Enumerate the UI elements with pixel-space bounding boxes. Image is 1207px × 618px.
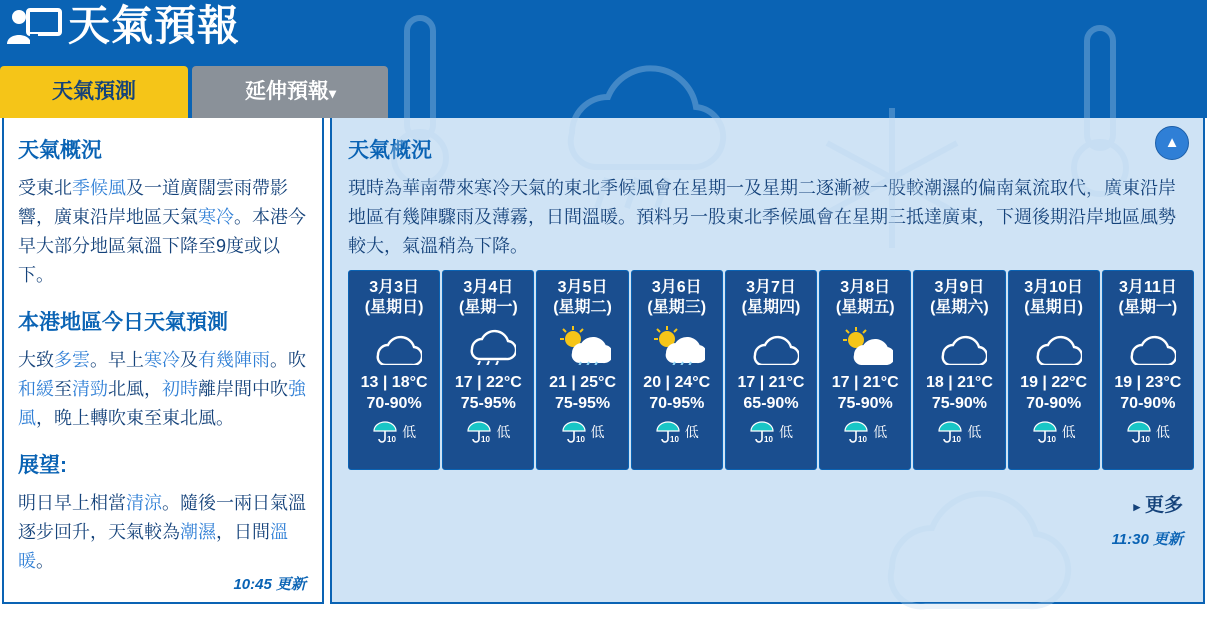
weather-icon-rain (460, 322, 516, 368)
svg-text:10: 10 (858, 435, 868, 444)
forecast-humidity: 75-90% (837, 395, 893, 412)
text-run: 明日早上相當 (18, 493, 126, 513)
weather-presenter-icon (6, 6, 62, 48)
umbrella-icon (372, 420, 398, 444)
svg-text:10: 10 (387, 435, 397, 444)
glossary-link-moderate[interactable]: 和緩 (18, 379, 54, 399)
forecast-pops-label: 低 (1061, 424, 1076, 440)
forecast-weekday: (星期三) (647, 299, 707, 316)
left-paragraph-today (18, 346, 308, 433)
umbrella-icon (466, 420, 492, 444)
weather-icon-sun-cloud (837, 322, 893, 368)
forecast-date: 3月8日 (840, 279, 891, 296)
svg-text:10: 10 (481, 435, 491, 444)
glossary-link-strong-wind[interactable]: 強風 (18, 379, 306, 428)
right-heading-overview: 天氣概況 (348, 139, 432, 162)
text-run: 。隨後一兩日氣溫逐步回升，天氣較為 (18, 493, 306, 542)
forecast-temperature: 19 | 23°C (1114, 374, 1182, 391)
forecast-date: 3月4日 (463, 279, 514, 296)
weather-icon-cloudy (366, 322, 422, 368)
forecast-weekday: (星期五) (835, 299, 895, 316)
more-label: 更多 (1144, 495, 1183, 516)
svg-text:10: 10 (1140, 435, 1150, 444)
forecast-day-card[interactable] (819, 270, 911, 470)
glossary-link-cold2[interactable]: 寒冷 (144, 350, 180, 370)
forecast-pops (655, 420, 699, 444)
forecast-date: 3月10日 (1024, 279, 1083, 296)
svg-text:10: 10 (763, 435, 773, 444)
forecast-day-card[interactable] (348, 270, 440, 470)
glossary-link-showers[interactable]: 有幾陣雨 (198, 350, 270, 370)
left-heading-today-forecast: 本港地區今日天氣預測 (18, 311, 228, 334)
tab-forecast[interactable] (0, 66, 188, 118)
forecast-pops-label: 低 (778, 424, 793, 440)
forecast-temperature: 20 | 24°C (643, 374, 711, 391)
text-run: 大致 (18, 350, 54, 370)
weather-icon-cloudy (1026, 322, 1082, 368)
forecast-temperature: 17 | 21°C (737, 374, 805, 391)
umbrella-icon (561, 420, 587, 444)
left-paragraph-overview (18, 174, 308, 290)
umbrella-icon (1126, 420, 1152, 444)
umbrella-icon (843, 420, 869, 444)
umbrella-icon (937, 420, 963, 444)
forecast-pops (749, 420, 793, 444)
weather-icon-cloudy (743, 322, 799, 368)
tab-extended-outlook-label: 延伸預報 (244, 80, 329, 103)
forecast-temperature: 18 | 21°C (925, 374, 993, 391)
left-heading-overview: 天氣概況 (18, 139, 102, 162)
forecast-date: 3月9日 (934, 279, 985, 296)
forecast-humidity: 70-90% (1026, 395, 1082, 412)
glossary-link-fresh[interactable]: 清勁 (72, 379, 108, 399)
text-run: 。吹 (270, 350, 306, 370)
svg-text:10: 10 (1046, 435, 1056, 444)
forecast-date: 3月5日 (557, 279, 608, 296)
text-run: 離岸間中吹 (198, 379, 288, 399)
forecast-weekday: (星期四) (741, 299, 801, 316)
weather-icon-cloudy (1120, 322, 1176, 368)
text-run: 。 (36, 551, 54, 571)
forecast-date: 3月11日 (1118, 279, 1177, 296)
text-run: 及 (180, 350, 198, 370)
forecast-weekday: (星期一) (458, 299, 518, 316)
forecast-pops-label: 低 (1155, 424, 1170, 440)
collapse-button[interactable] (1155, 126, 1189, 160)
weather-icon-sun-cloud-rain (649, 322, 705, 368)
forecast-pops (937, 420, 981, 444)
umbrella-icon (1032, 420, 1058, 444)
forecast-temperature: 19 | 22°C (1020, 374, 1088, 391)
forecast-weekday: (星期日) (364, 299, 424, 316)
forecast-pops-label: 低 (590, 424, 605, 440)
forecast-humidity: 75-95% (460, 395, 516, 412)
forecast-temperature: 17 | 22°C (454, 374, 522, 391)
local-weather-panel (2, 118, 324, 604)
nine-day-forecast-strip (348, 270, 1194, 470)
svg-text:10: 10 (575, 435, 585, 444)
forecast-humidity: 70-90% (366, 395, 422, 412)
left-paragraph-outlook (18, 489, 308, 576)
forecast-date: 3月6日 (651, 279, 702, 296)
forecast-day-card[interactable] (913, 270, 1005, 470)
forecast-temperature: 13 | 18°C (360, 374, 428, 391)
text-run: 及一道廣闊雲雨帶影響，廣東沿岸地區天氣 (18, 178, 288, 227)
forecast-humidity: 70-90% (1120, 395, 1176, 412)
text-run: ，晚上轉吹東至東北風。 (36, 408, 234, 428)
umbrella-icon (749, 420, 775, 444)
glossary-link-warm[interactable]: 溫暖 (18, 522, 288, 571)
forecast-pops (843, 420, 887, 444)
forecast-pops-label: 低 (967, 424, 982, 440)
chevron-down-icon: ▾ (328, 85, 336, 101)
umbrella-icon (655, 420, 681, 444)
glossary-link-monsoon[interactable]: 季候風 (72, 178, 126, 198)
forecast-pops-label: 低 (873, 424, 888, 440)
svg-text:10: 10 (952, 435, 962, 444)
right-summary-text: 現時為華南帶來寒冷天氣的東北季候風會在星期一及星期二逐漸被一股較潮濕的偏南氣流取代，廣東沿岸地區有幾陣驟雨及薄霧，日間溫暖。預料另一股東北季候風會在星期三抵達廣東，下週後期沿岸地區風勢較大，氣溫稍為下降。 (348, 178, 1176, 256)
page-title: 天氣預報 (68, 2, 241, 49)
forecast-weekday: (星期日) (1024, 299, 1083, 316)
regional-weather-panel (330, 118, 1205, 604)
forecast-pops-label: 低 (684, 424, 699, 440)
forecast-date: 3月3日 (369, 279, 420, 296)
forecast-humidity: 65-90% (743, 395, 799, 412)
weather-icon-cloudy (931, 322, 987, 368)
forecast-temperature: 21 | 25°C (549, 374, 616, 391)
text-run: 至 (54, 379, 72, 399)
tab-bar (0, 66, 388, 118)
left-update-time: 10:45 更新 (233, 576, 306, 593)
forecast-date: 3月7日 (746, 279, 796, 296)
text-run: 受東北 (18, 178, 72, 198)
glossary-link-initially[interactable]: 初時 (162, 379, 198, 399)
forecast-pops (372, 420, 416, 444)
glossary-link-cool[interactable]: 清涼 (126, 493, 162, 513)
forecast-day-card[interactable] (725, 270, 817, 470)
weather-icon-sun-cloud-rain (555, 322, 611, 368)
forecast-weekday: (星期一) (1118, 299, 1178, 316)
forecast-pops (466, 420, 510, 444)
more-link[interactable] (1133, 490, 1183, 517)
left-heading-outlook: 展望: (18, 454, 67, 477)
content-area (0, 118, 1207, 606)
forecast-weekday: (星期六) (930, 299, 989, 316)
forecast-day-card[interactable] (442, 270, 534, 470)
right-update-time: 11:30 更新 (1111, 531, 1183, 548)
page-header (0, 0, 1207, 118)
forecast-humidity: 70-95% (649, 395, 705, 412)
forecast-humidity: 75-90% (931, 395, 987, 412)
glossary-link-cloudy[interactable]: 多雲 (54, 350, 90, 370)
text-run: 。早上 (90, 350, 144, 370)
text-run: 。本港今早大部分地區氣溫下降至9度或以下。 (18, 207, 306, 285)
forecast-temperature: 17 | 21°C (831, 374, 899, 391)
forecast-day-card[interactable] (1008, 270, 1100, 470)
svg-text:10: 10 (669, 435, 679, 444)
tab-extended-outlook[interactable] (192, 66, 388, 118)
chevron-right-icon: ▸ (1133, 499, 1140, 514)
forecast-pops-label: 低 (402, 424, 417, 440)
text-run: 北風， (108, 379, 162, 399)
forecast-weekday: (星期二) (553, 299, 612, 316)
forecast-pops (1126, 420, 1170, 444)
glossary-link-humid[interactable]: 潮濕 (180, 522, 216, 542)
forecast-day-card[interactable] (1102, 270, 1194, 470)
forecast-pops-label: 低 (496, 424, 511, 440)
forecast-day-card[interactable] (536, 270, 628, 470)
watermark-cloud-icon (852, 448, 1152, 618)
glossary-link-cold[interactable]: 寒冷 (198, 207, 234, 227)
forecast-humidity: 75-95% (554, 395, 611, 412)
text-run: ，日間 (216, 522, 270, 542)
forecast-pops (561, 420, 605, 444)
forecast-day-card[interactable] (631, 270, 723, 470)
tab-forecast-label: 天氣預測 (52, 80, 136, 103)
chevron-up-icon: ▲ (1164, 134, 1180, 151)
forecast-pops (1032, 420, 1076, 444)
